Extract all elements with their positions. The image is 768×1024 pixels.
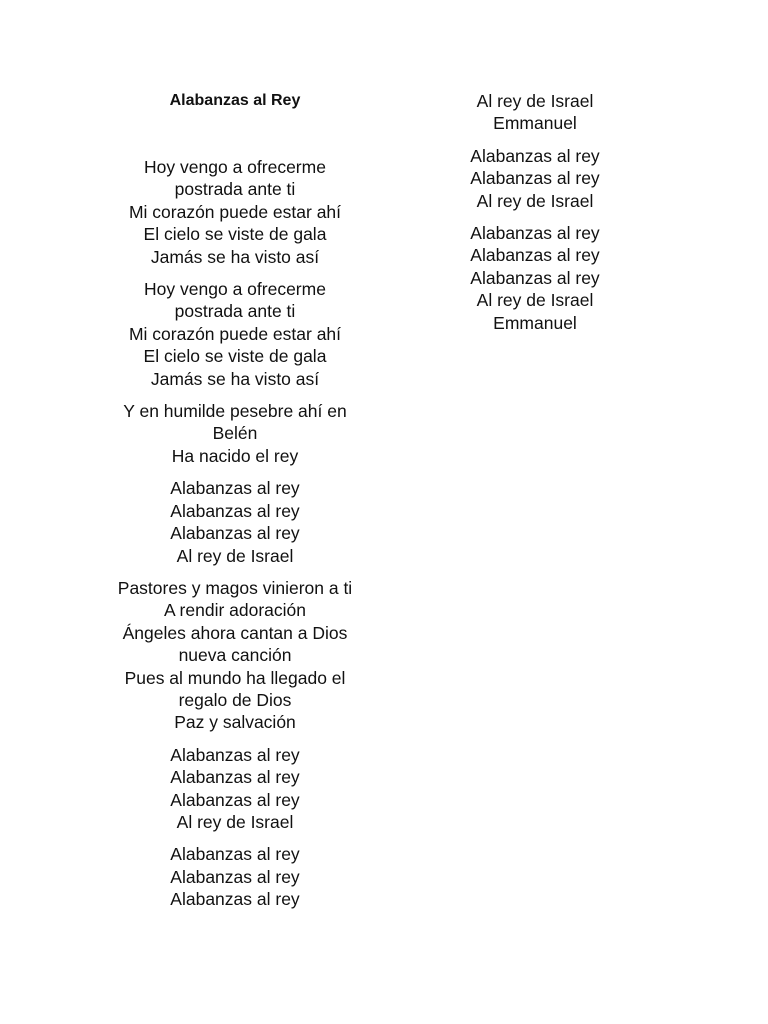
lyric-line: Alabanzas al rey: [170, 889, 300, 910]
lyric-line: postrada ante ti: [174, 179, 296, 200]
lyric-stanza: [420, 145, 650, 212]
lyric-line: Alabanzas al rey: [170, 866, 300, 887]
lyric-stanza: [100, 843, 370, 910]
lyric-line: Hoy vengo a ofrecerme: [144, 157, 326, 177]
lyric-line: Emmanuel: [493, 113, 577, 134]
lyric-stanza: [420, 222, 650, 334]
lyric-stanza: [100, 744, 370, 834]
lyric-line: Jamás se ha visto así: [150, 368, 320, 389]
lyric-stanza: [100, 477, 370, 567]
right-stanzas: [420, 90, 650, 334]
lyric-line: A rendir adoración: [163, 600, 307, 621]
lyric-line: Alabanzas al rey: [470, 168, 600, 189]
lyric-line: Alabanzas al rey: [170, 500, 300, 521]
lyric-line: Alabanzas al rey: [170, 767, 300, 788]
lyric-line: Emmanuel: [493, 312, 577, 333]
lyric-line: Al rey de Israel: [476, 290, 594, 311]
lyric-line: Pues al mundo ha llegado el: [124, 667, 346, 688]
lyric-line: Alabanzas al rey: [170, 523, 300, 544]
lyric-line: Al rey de Israel: [176, 545, 294, 566]
lyric-line: Alabanzas al rey: [170, 744, 300, 765]
lyric-line: Ángeles ahora cantan a Dios: [122, 622, 348, 643]
lyric-line: Alabanzas al rey: [470, 267, 600, 288]
lyric-stanza: [100, 577, 370, 734]
lyric-line: postrada ante ti: [174, 301, 296, 322]
lyric-line: El cielo se viste de gala: [143, 224, 327, 245]
song-title: Alabanzas al Rey: [169, 92, 301, 109]
lyric-line: Paz y salvación: [174, 712, 296, 733]
lyric-line: Alabanzas al rey: [470, 245, 600, 266]
lyric-line: Mi corazón puede estar ahí: [128, 323, 342, 344]
lyric-stanza: [100, 278, 370, 390]
lyric-line: regalo de Dios: [178, 689, 292, 710]
lyric-line: Alabanzas al rey: [470, 145, 600, 166]
lyric-line: Al rey de Israel: [476, 91, 594, 111]
lyric-line: Alabanzas al rey: [470, 223, 600, 244]
left-column: [100, 90, 370, 921]
right-column: [420, 90, 650, 344]
lyric-line: Y en humilde pesebre ahí en: [123, 401, 347, 422]
lyric-line: Ha nacido el rey: [171, 445, 299, 466]
lyric-line: Alabanzas al rey: [170, 478, 300, 499]
lyric-line: Pastores y magos vinieron a ti: [117, 577, 353, 598]
lyric-line: Jamás se ha visto así: [150, 246, 320, 267]
lyric-line: Alabanzas al rey: [170, 789, 300, 810]
lyric-line: El cielo se viste de gala: [143, 346, 327, 367]
lyric-line: Al rey de Israel: [176, 811, 294, 832]
lyric-stanza: [100, 400, 370, 467]
lyric-line: Alabanzas al rey: [170, 844, 300, 865]
lyric-stanza: [420, 90, 650, 135]
lyric-stanza: [100, 156, 370, 268]
lyric-line: Hoy vengo a ofrecerme: [144, 279, 326, 300]
lyric-line: nueva canción: [178, 645, 292, 666]
lyric-line: Al rey de Israel: [476, 190, 594, 211]
lyric-line: Mi corazón puede estar ahí: [128, 201, 342, 222]
lyric-line: Belén: [212, 423, 258, 444]
left-stanzas: [100, 156, 370, 911]
